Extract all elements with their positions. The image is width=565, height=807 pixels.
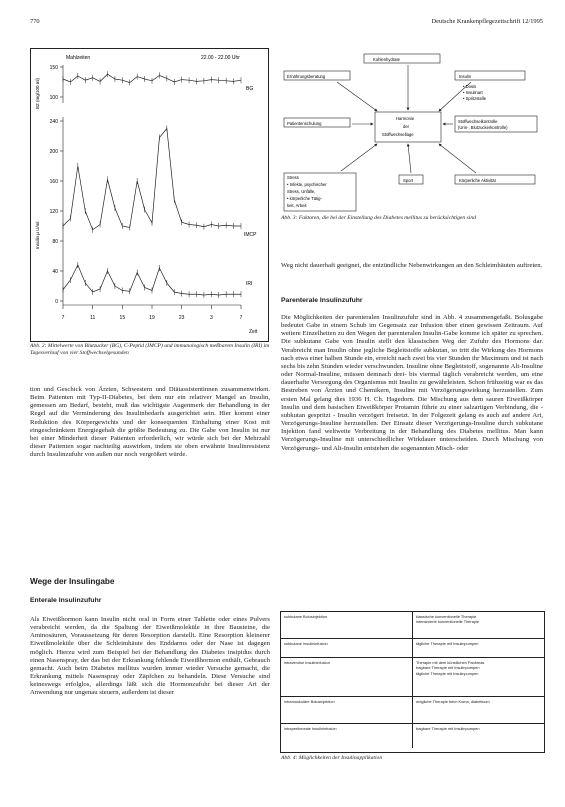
table-cell: intravenöse Insulininfusion	[284, 660, 330, 665]
insulin-item-2: • Insulinart	[463, 90, 483, 95]
y-tick-label: 160	[49, 179, 58, 185]
series-line-imcp	[63, 129, 241, 230]
x-tick-label: 3	[209, 315, 213, 321]
x-tick-label: 19	[149, 315, 155, 321]
table-cell: tägliche Therapie mit Insulinpumpen	[412, 639, 544, 657]
table-row	[281, 639, 544, 658]
parenteral-heading: Parenterale Insulinzufuhr	[281, 297, 363, 304]
chart-bz-unit: BZ (mg/100 ml)	[35, 77, 40, 109]
figure-3-caption: Abb. 3: Faktoren, die bei der Einstellung des Diabetes mellitus zu berücksichtigen sind	[281, 215, 476, 221]
x-tick-label: 15	[119, 315, 126, 321]
center-line-3: Stoffwechsellage	[382, 132, 414, 137]
x-axis-label: Zeit	[249, 329, 258, 335]
series-label-iri: IRI	[246, 281, 253, 287]
stress-line-2: • Infekte, psychischer	[287, 182, 327, 187]
insulin-item-1: • Dosis	[463, 84, 477, 89]
table-cell-line: intensivierte konventionelle Therapie	[416, 619, 480, 625]
right-intro: Weg nicht dauerhaft geeignet, die entzündliche Nebenwirkungen an den Schleimhäuten auftreten.	[281, 262, 543, 269]
x-tick-label: 7	[61, 315, 65, 321]
table-row	[281, 724, 544, 748]
table-cell-line: tägliche Therapie mit Insulinpumpen	[416, 670, 479, 676]
table-row	[281, 658, 544, 697]
y-tick-label: 200	[49, 149, 58, 155]
table-row	[281, 697, 544, 724]
table-cell	[412, 658, 544, 696]
figure-2-chart	[30, 48, 269, 342]
chart-label-mahlzeiten: Mahlzeiten	[66, 55, 91, 61]
node-stoffwechselkontrolle: Stoffwechselkontrolle	[458, 119, 498, 124]
table-cell: tragbare Therapie mit Insulinpumpen	[412, 724, 544, 748]
y-tick-label: 150	[49, 65, 58, 71]
chart-label-time: 22.00 - 22.00 Uhr	[201, 55, 240, 61]
x-tick-label: 23	[178, 315, 185, 321]
figure-4-caption: Abb. 4: Möglichkeiten der Insulinapplikation	[281, 755, 383, 761]
table-cell: subkutane Insulininfusion	[284, 641, 328, 646]
page-number: 770	[30, 18, 40, 25]
y-tick-label: 240	[49, 119, 58, 125]
table-cell: intraperitoneale Insulininfusion	[284, 726, 337, 731]
table-row	[281, 612, 544, 639]
left-body-bottom: Als Eiweißhormon kann Insulin nicht oral in Form einer Tablette oder eines Pulvers verabreicht werden, da die Spaltung der Eiweißmoleküle in ihre Bausteine, die Aminosäuren, Voraussetzung für deren Resorption darstellt. Eine Resorption kleinerer Eiweißmoleküle über die Schleimhäute des Enddarms oder der Nase ist dagegen möglich. Hierzu wird zum Beispiel bei der Behandlung des Diabetes insipidus durch einen Nasenspray, der das bei der Erkrankung fehlende Eiweißhormon enthält, Gebrauch gemacht. Auch beim Diabetes mellitus wurden immer wieder Versuche gemacht, die Erkrankung mittels Nasenspray oder Zäpfchen zu behandeln. Diese Versuche sind keineswegs erfolglos, allerdings läßt sich die Hormonzufuhr bei dieser Art der Anwendung nur ungenau steuern, außerdem ist dieser	[30, 616, 270, 697]
diagram-svg	[281, 48, 543, 213]
stress-line-4: • körperliche Tätig-	[287, 196, 322, 201]
wege-heading: Wege der Insulingabe	[30, 577, 115, 586]
y-tick-label: 100	[49, 95, 58, 101]
node-patientenschulung: Patientenschulung	[287, 121, 322, 126]
node-ernaehrungsberatung: Ernährungsberatung	[287, 74, 326, 79]
series-label-imcp: IMCP	[244, 232, 257, 238]
stress-line-3: Stress, Unfälle,	[287, 189, 316, 194]
figure-2-caption: Abb. 2: Mittelwerte von Blutzucker (BG), C-Peptid (IMCP) und immunologisch meßbarem Insulin (IRI) im Tagesverlauf von vier Stoffwechselgesunden	[30, 343, 270, 357]
table-cell-line: Therapie mit dem künstlichen Pankreas	[416, 660, 485, 665]
table-cell-line: tragbare Therapie mit Insulinpumpen	[416, 665, 480, 671]
right-body: Die Möglichkeiten der parenteralen Insulinzufuhr sind in Abb. 4 zusammengefaßt. Bolusgabe bedeutet Gabe in einem Schub im Gegensatz zur Infusion über einen gewissen Zeitraum. Auf weitere Einzelheiten zu den Wegen der parenteralen Insulin-Gabe komme ich später zu sprechen. Die subkutane Gabe von Insulin stellt den klassischen Weg der Zufuhr des Hormons dar. Verabreicht man Insulin ohne jegliche Begleitstoffe subkutan, so tritt die Wirkung des Hormons nach etwa einer halben Stunde ein, erreicht nach zwei bis vier Stunden ihr Maximum und ist nach sechs bis zehn Stunden wieder verschwunden. Insuline ohne Begleitstoff, sogenannte Alt-Insuline oder Normal-Insuline, müssen demnach drei- bis viermal täglich verabreicht werden, um eine dauerhafte Versorgung des Organismus mit Insulin zu gewährleisten. Schon frühzeitig war es das Bestreben von Ärzten und Chemikern, Insuline mit Verzögerungswirkung herzustellen. Zum ersten Mal gelang dies 1936 H. Ch. Hagedorn. Die Mischung aus dem sauren Eiweißkörper Insulin und dem basischen Eiweißkörper Protamin führte zu einer salzartigen Verbindung, die - subkutan gespritzt - Insulin verzögert freisetzt. In der Folgezeit gelang es auch auf andere Art, Verzögerungs-Insuline herzustellen. Der Einsatz dieser Verzögerungs-Insuline durch subkutane Injektion fand weltweite Verbreitung in der Behandlung des Diabetes mellitus. Man kann Verzögerungs-Insuline mit unterschiedlicher Wirkdauer unterscheiden. Durch Mischung von Verzögerungs- und Alt-Insulin entstehen die sogenannten Misch- oder	[281, 314, 543, 452]
table-cell: subkutane Bolusinjektion	[284, 614, 328, 619]
y-tick-label: 0	[55, 299, 58, 305]
table-cell-line: klassische konventionelle Therapie	[416, 614, 477, 619]
journal-title: Deutsche Krankenpflegezeitschrift 12/1995	[431, 18, 543, 25]
series-label-bg: BG	[246, 86, 254, 92]
node-sport: Sport	[403, 178, 414, 183]
figure-3-diagram	[281, 48, 543, 213]
node-kohlenhydrate: Kohlenhydrate	[373, 57, 401, 62]
y-tick-label: 120	[49, 209, 58, 215]
left-body-top: tion und Geschick von Ärzten, Schwestern und Diätassistentinnen zusammenwirken. Beim Patienten mit Typ-II-Diabetes, bei dem nur ein relativer Mangel an Insulin, gemessen am Bedarf, besteht, muß das wichtigste Augenmerk der Behandlung in der Regel auf die Verminderung des Insulinbedarfs ausgerichtet sein. Hier kommt einer Reduktion des Körpergewichts und der konsequenten Einhaltung einer Kost mit eingeschränktem Energiegehalt die größte Bedeutung zu. Die Gabe von Insulin ist nur bei einer Minderheit dieser Patienten erforderlich, wir würde sich bei der Mehrzahl dieser Patienten sogar nachteilig auswirken, indem sie oben erwähnte Insulinresistenz durch Insulinzufuhr von außen nur noch vergrößert würde.	[30, 386, 270, 459]
node-koerperliche-aktivitaet: Körperliche Aktivität	[459, 178, 496, 183]
node-insulin: Insulin	[459, 74, 472, 79]
enteral-heading: Enterale Insulinzufuhr	[30, 597, 102, 604]
node-stoffwechselkontrolle-sub: (Urin-, Blutzuckerkontrolle)	[458, 125, 508, 130]
figure-4-table	[280, 611, 545, 753]
x-tick-label: 7	[239, 315, 243, 321]
insulin-item-3: • Spritzstelle	[463, 96, 487, 101]
stress-line-5: keit, Arbeit	[287, 203, 307, 208]
table-cell: mögliche Therapie beim Koma, diabeticum	[412, 697, 544, 723]
center-line-1: Harmonie	[396, 116, 415, 121]
x-tick-label: 11	[90, 315, 96, 321]
table-cell	[412, 612, 544, 638]
chart-ins-unit: Insulin µ U/ml	[35, 221, 40, 249]
table-cell: intramuskuläre Bolusinjektion	[284, 699, 335, 704]
center-line-2: der	[403, 124, 410, 129]
chart-svg	[31, 49, 268, 341]
stress-line-1: Stress	[287, 175, 299, 180]
y-tick-label: 80	[52, 239, 58, 245]
y-tick-label: 40	[52, 269, 58, 275]
